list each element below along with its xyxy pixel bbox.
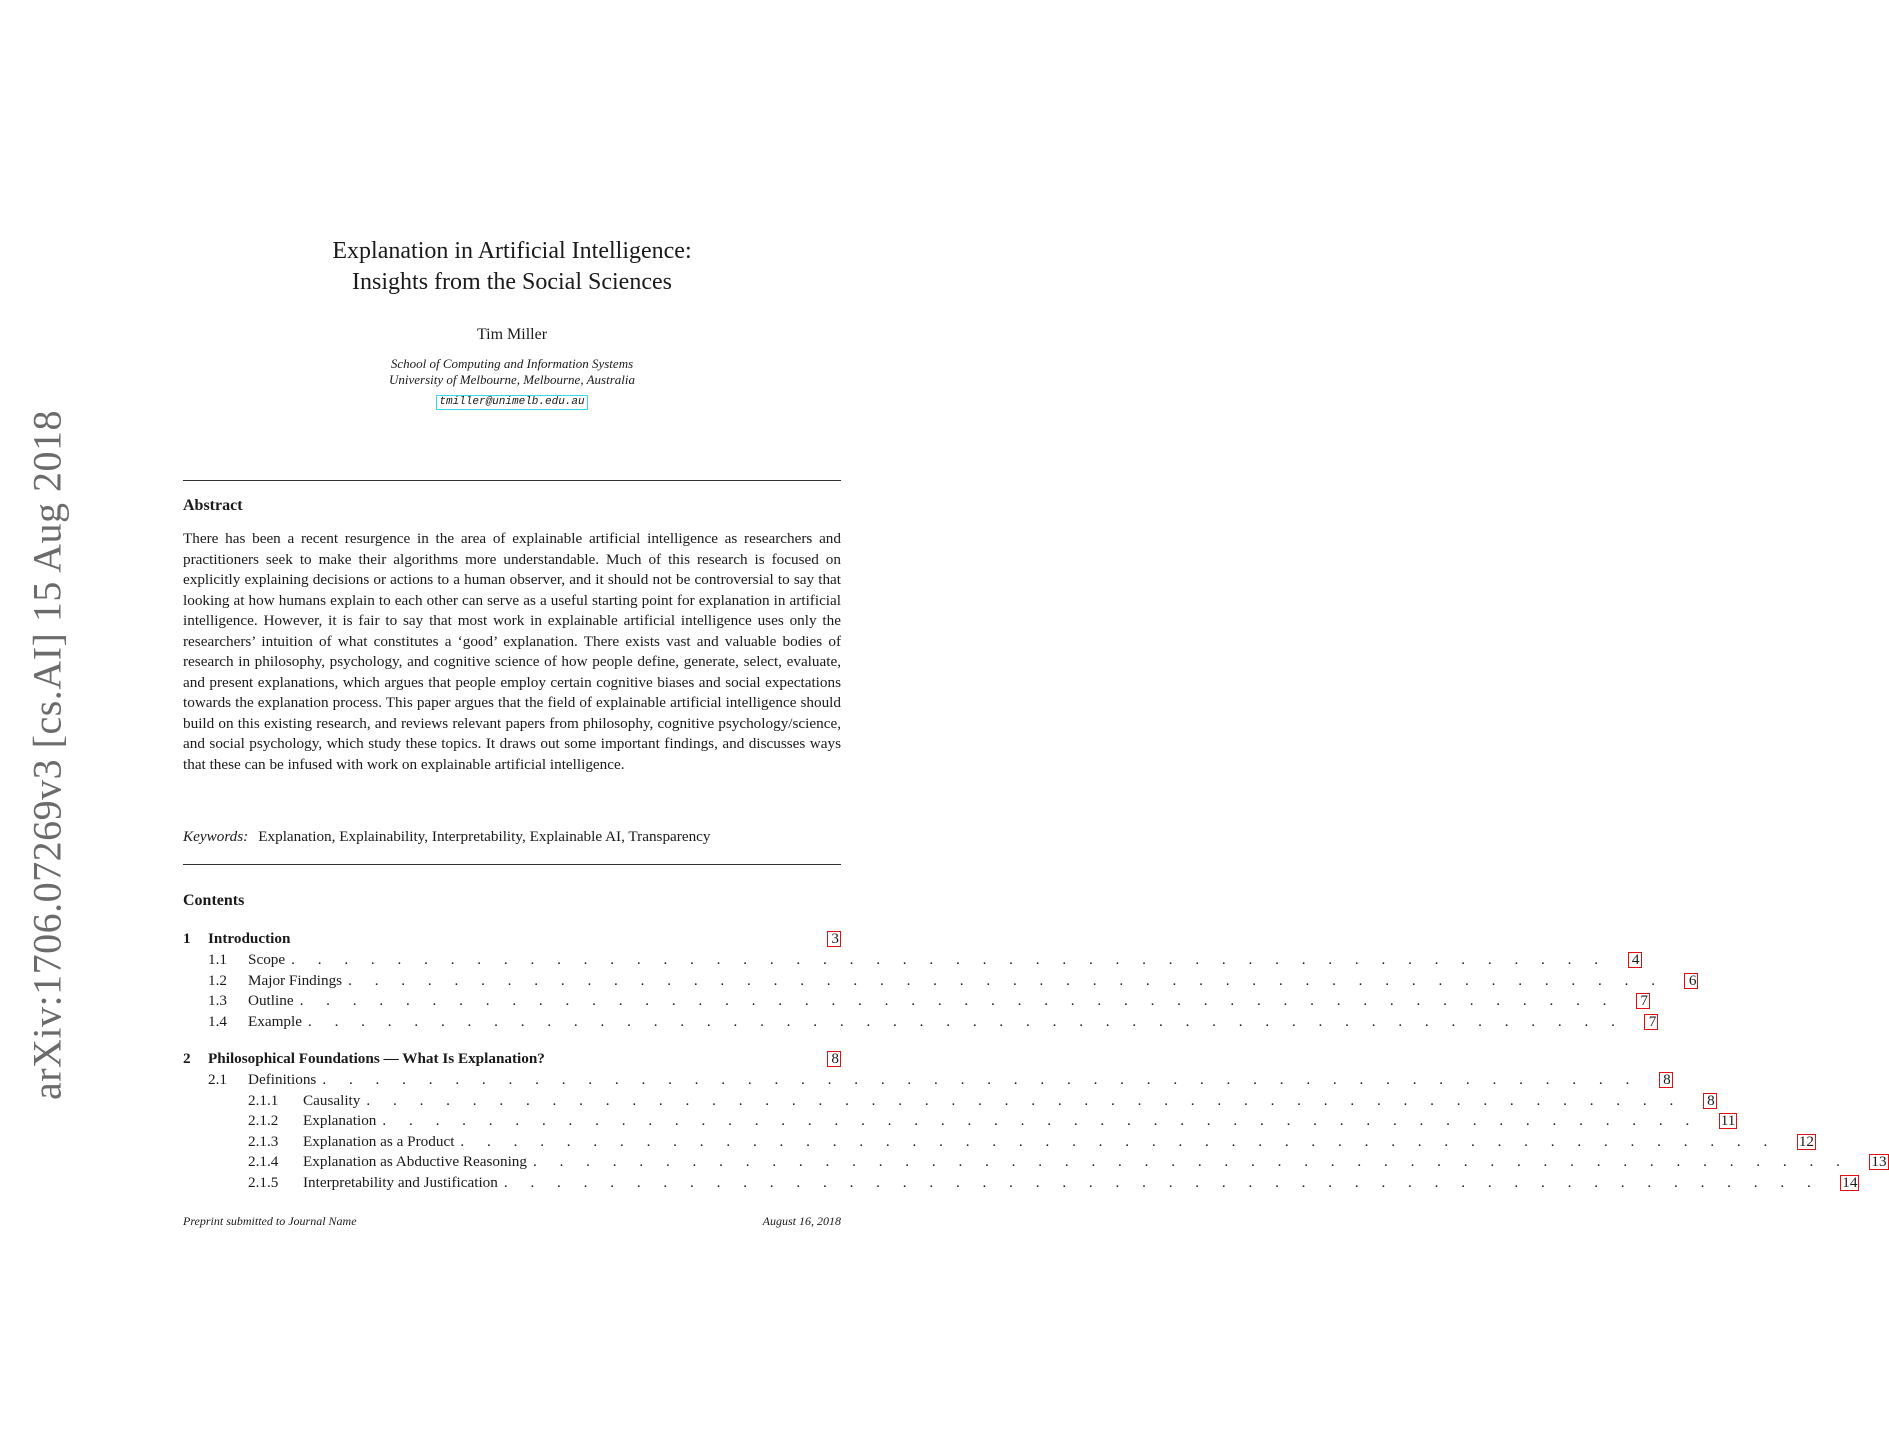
toc-page-link[interactable]: 3 — [827, 931, 841, 947]
toc-page-link[interactable]: 8 — [827, 1051, 841, 1067]
toc-page-link[interactable]: 14 — [1842, 1174, 1858, 1191]
toc-entry[interactable] — [183, 950, 1640, 970]
author-email-link[interactable]: tmiller@unimelb.edu.au — [436, 395, 587, 410]
affiliation-line-2: University of Melbourne, Melbourne, Australia — [388, 372, 635, 387]
keywords-label: Keywords: — [183, 828, 249, 845]
toc-leader-dots: . . . . . . . . . . . . . . . . . . . . . . . . . . . . . . . . . . . . . . . . . . . . . . . . . . — [382, 1112, 1699, 1129]
toc-number: 1.4 — [208, 1013, 227, 1030]
author-affiliation — [183, 356, 841, 388]
toc-page-link[interactable]: 6 — [1684, 973, 1698, 989]
toc-leader-dots: . . . . . . . . . . . . . . . . . . . . . . . . . . . . . . . . . . . . . . . . . . . . . . . . . . — [291, 951, 1608, 968]
toc-number: 2.1.4 — [248, 1153, 279, 1170]
toc-entry[interactable] — [183, 929, 841, 949]
abstract-heading: Abstract — [183, 497, 243, 514]
toc-entry[interactable] — [183, 1132, 1814, 1152]
toc-leader-dots: . . . . . . . . . . . . . . . . . . . . . . . . . . . . . . . . . . . . . . . . . . . . . . . . . . — [348, 972, 1665, 989]
toc-entry[interactable] — [183, 1173, 1858, 1193]
affiliation-line-1: School of Computing and Information Systems — [390, 356, 634, 371]
toc-number: 1.3 — [208, 992, 227, 1009]
toc-number: 2.1.1 — [248, 1092, 279, 1109]
page-footer — [183, 1214, 841, 1229]
title-line-1: Explanation in Artificial Intelligence: — [332, 238, 692, 264]
toc-entry[interactable] — [183, 1111, 1736, 1131]
toc-entry[interactable] — [183, 1152, 1887, 1172]
toc-title: Explanation — [303, 1112, 377, 1129]
toc-number: 2.1.2 — [248, 1112, 279, 1129]
email-container — [183, 389, 841, 410]
toc-number: 2.1 — [208, 1071, 227, 1088]
toc-title: Example — [248, 1013, 302, 1030]
toc-entry[interactable] — [183, 1012, 1657, 1032]
abstract-body: There has been a recent resurgence in the area of explainable artificial intelligence as researchers and practitioners seek to make their algorithms more understandable. Much of this research is focused on explicitly explaining decisions or actions to a human observer, and it should not be controversial to say that looking at how humans explain to each other can serve as a useful starting point for explanation in artificial intelligence. However, it is fair to say that most work in explainable artificial intelligence uses only the researchers’ intuition of what constitutes a ‘good’ explanation. There exists vast and valuable bodies of research in philosophy, psychology, and cognitive science of how people define, generate, select, evaluate, and present explanations, which argues that people employ certain cognitive biases and social expectations towards the explanation process. This paper argues that the field of explainable artificial intelligence should build on this existing research, and reviews relevant papers from philosophy, cognitive psychology/science, and social psychology, which study these topics. It draws out some important findings, and discusses ways that these can be infused with work on explainable artificial intelligence. — [183, 530, 841, 773]
arxiv-identifier-stamp: arXiv:1706.07269v3 [cs.AI] 15 Aug 2018 — [24, 409, 70, 1101]
toc-entry[interactable] — [183, 1049, 841, 1069]
toc-number: 2 — [183, 1050, 191, 1067]
toc-title: Introduction — [208, 930, 291, 947]
paper-title — [183, 236, 841, 298]
author-name: Tim Miller — [476, 326, 548, 343]
toc-leader-dots: . . . . . . . . . . . . . . . . . . . . . . . . . . . . . . . . . . . . . . . . . . . . . . . . . . — [307, 1013, 1625, 1030]
toc-leader-dots: . . . . . . . . . . . . . . . . . . . . . . . . . . . . . . . . . . . . . . . . . . . . . . . . . . — [366, 1092, 1683, 1109]
toc-page-link[interactable]: 4 — [1628, 952, 1642, 968]
toc-number: 1.2 — [208, 972, 227, 989]
toc-entry[interactable] — [183, 971, 1697, 991]
toc-entry[interactable] — [183, 1091, 1715, 1111]
keywords-text: Explanation, Explainability, Interpretability, Explainable AI, Transparency — [258, 828, 711, 845]
contents-heading: Contents — [183, 892, 245, 909]
toc-page-link[interactable]: 7 — [1644, 1014, 1658, 1030]
toc-title: Scope — [248, 951, 286, 968]
footer-date: August 16, 2018 — [762, 1214, 841, 1228]
toc-page-link[interactable]: 7 — [1636, 993, 1650, 1009]
toc-title: Definitions — [248, 1071, 317, 1088]
toc-page-link[interactable]: 8 — [1703, 1093, 1717, 1109]
footer-preprint-note: Preprint submitted to Journal Name — [183, 1214, 357, 1228]
toc-entry[interactable] — [183, 1070, 1671, 1090]
toc-number: 1 — [183, 930, 191, 947]
toc-title: Explanation as Abductive Reasoning — [303, 1153, 527, 1170]
toc-title: Philosophical Foundations — What Is Explanation? — [208, 1050, 545, 1067]
toc-number: 1.1 — [208, 951, 227, 968]
toc-title: Interpretability and Justification — [303, 1174, 498, 1191]
toc-title: Explanation as a Product — [303, 1133, 455, 1150]
abstract-top-rule — [183, 480, 841, 481]
toc-page-link[interactable]: 11 — [1720, 1112, 1736, 1129]
toc-number: 2.1.3 — [248, 1133, 279, 1150]
toc-leader-dots: . . . . . . . . . . . . . . . . . . . . . . . . . . . . . . . . . . . . . . . . . . . . . . . . . . — [460, 1133, 1777, 1150]
abstract-bottom-rule — [183, 864, 841, 865]
toc-leader-dots: . . . . . . . . . . . . . . . . . . . . . . . . . . . . . . . . . . . . . . . . . . . . . . . . . . — [532, 1153, 1850, 1170]
toc-entry[interactable] — [183, 991, 1648, 1011]
toc-page-link[interactable]: 8 — [1659, 1072, 1673, 1088]
toc-leader-dots: . . . . . . . . . . . . . . . . . . . . . . . . . . . . . . . . . . . . . . . . . . . . . . . . . . — [299, 992, 1616, 1009]
toc-page-link[interactable]: 13 — [1871, 1153, 1887, 1170]
toc-title: Outline — [248, 992, 294, 1009]
toc-title: Major Findings — [248, 972, 343, 989]
toc-leader-dots: . . . . . . . . . . . . . . . . . . . . . . . . . . . . . . . . . . . . . . . . . . . . . . . . . . — [503, 1174, 1821, 1191]
toc-title: Causality — [303, 1092, 361, 1109]
toc-page-link[interactable]: 12 — [1798, 1133, 1814, 1150]
toc-number: 2.1.5 — [248, 1174, 279, 1191]
toc-leader-dots: . . . . . . . . . . . . . . . . . . . . . . . . . . . . . . . . . . . . . . . . . . . . . . . . . . — [322, 1071, 1639, 1088]
title-line-2: Insights from the Social Sciences — [352, 269, 672, 295]
keywords-line — [183, 828, 841, 846]
